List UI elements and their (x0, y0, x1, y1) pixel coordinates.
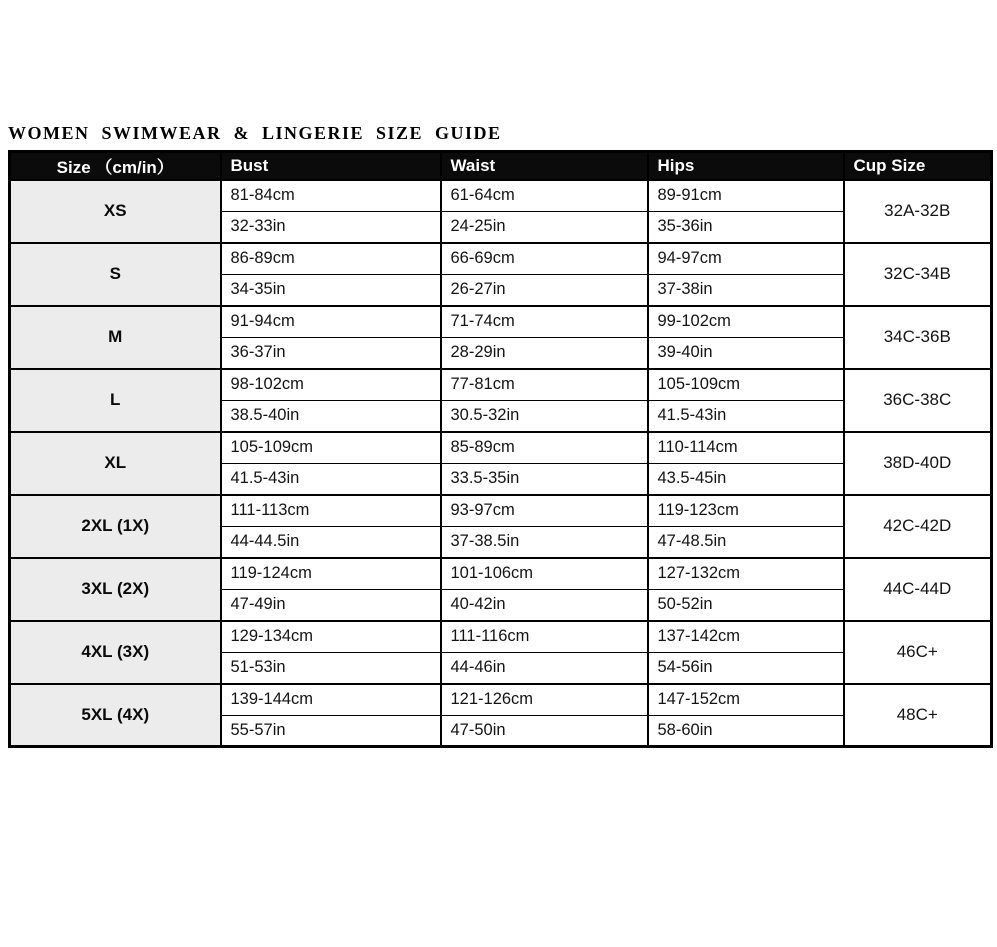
waist-cm-cell: 111-116cm (441, 621, 648, 653)
bust-cm-cell: 119-124cm (221, 558, 441, 590)
waist-cm-cell: 71-74cm (441, 306, 648, 338)
cup-size-cell: 36C-38C (844, 369, 992, 432)
header-size: Size （cm/in） (10, 152, 221, 180)
bust-in-cell: 55-57in (221, 715, 441, 747)
size-row-cm (10, 180, 992, 212)
size-row-cm (10, 306, 992, 338)
hips-in-cell: 35-36in (648, 211, 844, 243)
bust-in-cell: 38.5-40in (221, 400, 441, 432)
hips-cm-cell: 99-102cm (648, 306, 844, 338)
table-header-row (10, 152, 992, 180)
hips-cm-cell: 89-91cm (648, 180, 844, 212)
hips-in-cell: 37-38in (648, 274, 844, 306)
bust-in-cell: 36-37in (221, 337, 441, 369)
size-label: L (10, 369, 221, 432)
waist-in-cell: 26-27in (441, 274, 648, 306)
waist-in-cell: 37-38.5in (441, 526, 648, 558)
bust-in-cell: 32-33in (221, 211, 441, 243)
waist-in-cell: 40-42in (441, 589, 648, 621)
hips-in-cell: 39-40in (648, 337, 844, 369)
hips-cm-cell: 110-114cm (648, 432, 844, 464)
waist-in-cell: 24-25in (441, 211, 648, 243)
bust-cm-cell: 91-94cm (221, 306, 441, 338)
bust-cm-cell: 129-134cm (221, 621, 441, 653)
waist-cm-cell: 77-81cm (441, 369, 648, 401)
waist-in-cell: 47-50in (441, 715, 648, 747)
cup-size-cell: 32A-32B (844, 180, 992, 243)
size-label: 5XL (4X) (10, 684, 221, 747)
bust-in-cell: 51-53in (221, 652, 441, 684)
size-guide-table (8, 150, 993, 748)
size-label: XS (10, 180, 221, 243)
cup-size-cell: 48C+ (844, 684, 992, 747)
table-body (10, 180, 992, 747)
hips-cm-cell: 137-142cm (648, 621, 844, 653)
hips-in-cell: 41.5-43in (648, 400, 844, 432)
size-row-cm (10, 432, 992, 464)
size-row-cm (10, 243, 992, 275)
hips-cm-cell: 119-123cm (648, 495, 844, 527)
bust-cm-cell: 139-144cm (221, 684, 441, 716)
waist-in-cell: 30.5-32in (441, 400, 648, 432)
hips-in-cell: 43.5-45in (648, 463, 844, 495)
size-label: 4XL (3X) (10, 621, 221, 684)
cup-size-cell: 46C+ (844, 621, 992, 684)
header-hips: Hips (648, 152, 844, 180)
bust-cm-cell: 105-109cm (221, 432, 441, 464)
cup-size-cell: 34C-36B (844, 306, 992, 369)
hips-in-cell: 50-52in (648, 589, 844, 621)
size-label: XL (10, 432, 221, 495)
header-bust: Bust (221, 152, 441, 180)
waist-cm-cell: 61-64cm (441, 180, 648, 212)
size-label: M (10, 306, 221, 369)
cup-size-cell: 44C-44D (844, 558, 992, 621)
size-row-cm (10, 558, 992, 590)
bust-cm-cell: 86-89cm (221, 243, 441, 275)
bust-in-cell: 44-44.5in (221, 526, 441, 558)
waist-in-cell: 28-29in (441, 337, 648, 369)
bust-cm-cell: 81-84cm (221, 180, 441, 212)
waist-in-cell: 33.5-35in (441, 463, 648, 495)
hips-in-cell: 47-48.5in (648, 526, 844, 558)
cup-size-cell: 38D-40D (844, 432, 992, 495)
hips-cm-cell: 127-132cm (648, 558, 844, 590)
cup-size-cell: 42C-42D (844, 495, 992, 558)
waist-cm-cell: 121-126cm (441, 684, 648, 716)
header-waist: Waist (441, 152, 648, 180)
bust-cm-cell: 111-113cm (221, 495, 441, 527)
hips-cm-cell: 147-152cm (648, 684, 844, 716)
waist-cm-cell: 85-89cm (441, 432, 648, 464)
bust-in-cell: 34-35in (221, 274, 441, 306)
size-label: S (10, 243, 221, 306)
waist-cm-cell: 66-69cm (441, 243, 648, 275)
hips-cm-cell: 94-97cm (648, 243, 844, 275)
waist-cm-cell: 93-97cm (441, 495, 648, 527)
bust-in-cell: 41.5-43in (221, 463, 441, 495)
size-label: 2XL (1X) (10, 495, 221, 558)
size-row-cm (10, 369, 992, 401)
bust-cm-cell: 98-102cm (221, 369, 441, 401)
waist-cm-cell: 101-106cm (441, 558, 648, 590)
page-title: WOMEN SWIMWEAR & LINGERIE SIZE GUIDE (8, 123, 502, 143)
hips-in-cell: 58-60in (648, 715, 844, 747)
hips-in-cell: 54-56in (648, 652, 844, 684)
cup-size-cell: 32C-34B (844, 243, 992, 306)
header-cup-size: Cup Size (844, 152, 992, 180)
waist-in-cell: 44-46in (441, 652, 648, 684)
size-label: 3XL (2X) (10, 558, 221, 621)
size-row-cm (10, 621, 992, 653)
bust-in-cell: 47-49in (221, 589, 441, 621)
hips-cm-cell: 105-109cm (648, 369, 844, 401)
size-row-cm (10, 495, 992, 527)
size-row-cm (10, 684, 992, 716)
